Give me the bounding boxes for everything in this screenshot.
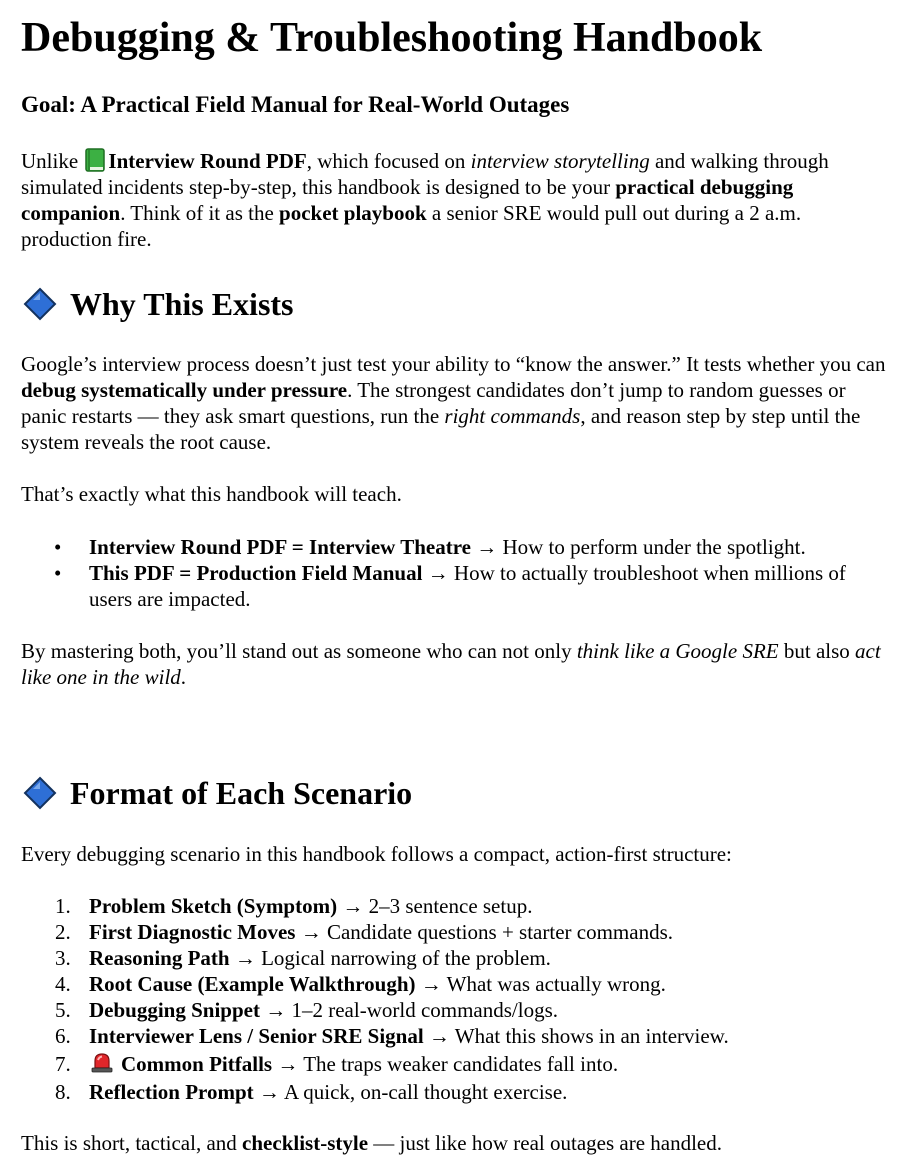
list-item [0,919,729,945]
list-number: 7. [55,1052,71,1076]
list-item [0,534,869,560]
intro-text: a senior SRE would pull out during a 2 a.m. production fire. [21,201,802,251]
why-text: Google’s interview process doesn’t just test your ability to “know the answer.” It tests whether you can [21,352,886,376]
mastering-text: but also [778,639,856,663]
list-item [0,893,729,919]
intro-paragraph [21,148,891,252]
list-item [0,971,729,997]
list-item-bold: Debugging Snippet [89,998,260,1022]
list-item-bold: Problem Sketch (Symptom) [89,894,338,918]
green-book-icon [85,148,105,172]
section-heading-text: Format of Each Scenario [70,775,413,811]
list-number: 8. [55,1080,71,1104]
list-item [0,560,869,612]
list-number: 2. [55,920,71,944]
why-bold: debug systematically under pressure [21,378,348,402]
list-item-bold: Reflection Prompt [89,1080,254,1104]
list-item-text: → How to actually troubleshoot when millions of users are impacted. [89,561,846,611]
list-number: 5. [55,998,71,1022]
mastering-paragraph [21,638,891,690]
list-item-bold: Root Cause (Example Walkthrough) [89,972,416,996]
section-heading-text: Why This Exists [70,286,294,322]
page-title: Debugging & Troubleshooting Handbook [21,15,763,61]
scenario-format-list [0,893,729,1105]
blue-diamond-icon [23,776,57,810]
list-item-text: → The traps weaker candidates fall into. [272,1052,619,1076]
list-item [0,1079,729,1105]
red-siren-icon [89,1051,115,1073]
list-item-bold: This PDF = Production Field Manual [89,561,423,585]
teach-paragraph: That’s exactly what this handbook will teach. [21,482,402,506]
intro-text: , which focused on [306,149,471,173]
why-text: . The strongest candidates don’t jump to random guesses or panic restarts — they ask smart questions, run the [21,378,846,428]
mastering-italic: act like one in the wild [21,639,881,689]
list-item [0,1049,729,1079]
list-item-text: → Candidate questions + starter commands. [295,920,673,944]
list-item [0,1023,729,1049]
format-outro [21,1130,891,1156]
list-item-text: → What this shows in an interview. [423,1024,729,1048]
list-item-text: → 1–2 real-world commands/logs. [259,998,559,1022]
list-item [0,945,729,971]
intro-text: . Think of it as the [120,201,280,225]
list-number: 4. [55,972,71,996]
outro-text: This is short, tactical, and [21,1131,243,1155]
blue-diamond-icon [23,287,57,321]
comparison-list [0,534,890,612]
why-italic: right commands [444,404,581,428]
outro-bold: checklist-style [242,1131,369,1155]
intro-bold-playbook: pocket playbook [279,201,427,225]
intro-bold-interview-pdf: Interview Round PDF [108,149,307,173]
goal-subtitle: Goal: A Practical Field Manual for Real-World Outages [21,92,570,117]
intro-bold-companion: practical debugging companion [21,175,794,225]
list-item-text: → How to perform under the spotlight. [470,535,806,559]
section-heading-why [23,284,294,324]
list-item [0,997,729,1023]
why-paragraph [21,351,891,455]
why-text: , and reason step by step until the system reveals the root cause. [21,404,861,454]
intro-text: and walking through simulated incidents step-by-step, this handbook is designed to be your [21,149,829,199]
list-number: 3. [55,946,71,970]
intro-text: Unlike [21,149,84,173]
list-item-text: → 2–3 sentence setup. [337,894,533,918]
list-item-bold: Interviewer Lens / Senior SRE Signal [89,1024,424,1048]
intro-italic: interview storytelling [470,149,650,173]
outro-text: — just like how real outages are handled. [368,1131,723,1155]
list-item-text: → A quick, on-call thought exercise. [253,1080,568,1104]
list-item-bold: Common Pitfalls [121,1052,273,1076]
mastering-italic: think like a Google SRE [576,639,779,663]
list-item-bold: Interview Round PDF = Interview Theatre [89,535,471,559]
list-item-text: → What was actually wrong. [415,972,666,996]
format-intro: Every debugging scenario in this handbook follows a compact, action-first structure: [21,842,732,866]
section-heading-format [23,773,412,813]
mastering-text: By mastering both, you’ll stand out as someone who can not only [21,639,577,663]
list-item-bold: Reasoning Path [89,946,230,970]
list-number: 6. [55,1024,71,1048]
mastering-text: . [180,665,187,689]
list-number: 1. [55,894,71,918]
list-item-text: → Logical narrowing of the problem. [229,946,551,970]
list-item-bold: First Diagnostic Moves [89,920,296,944]
